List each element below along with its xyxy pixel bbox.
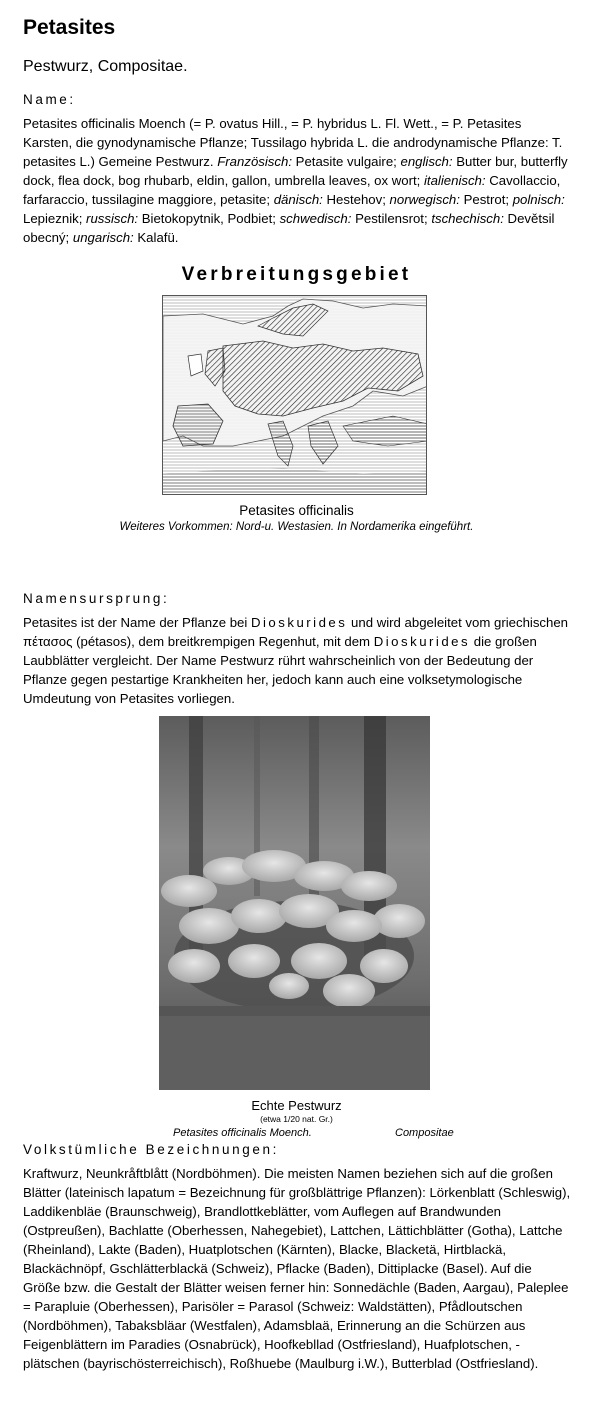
name-text: Hestehov; [322,192,390,207]
map-note: Weiteres Vorkommen: Nord-u. Westasien. In Nordamerika eingeführt. [119,521,474,533]
origin-paragraph [23,613,571,708]
name-text: Petasites officinalis Moench (= P. ovatus Hill., = P. hybridus L. Fl. Wett., = P. Petasites Karsten, die gynodynamische Pflanze; Tussilago hybrida L. die androdynamische Pflanze: T. petasites L.) Gemeine Pestwurz. [23,116,563,169]
language-label: norwegisch: [389,192,460,207]
figure-family: Compositae [395,1127,454,1139]
name-text: Petasite vulgaire; [292,154,401,169]
author-name: Dioskurides [250,615,348,630]
author-name: Dioskurides [373,634,471,649]
name-text: Pestilensrot; [351,211,432,226]
language-label: schwedisch: [279,211,352,226]
map-caption: Petasites officinalis [239,503,354,518]
name-text: Devětsil obecný; [23,211,555,245]
name-text: Pestrot; [459,192,513,207]
name-text: Bietokopytnik, Podbiet; [138,211,280,226]
language-label: ungarisch: [72,230,134,245]
language-label: tschechisch: [431,211,504,226]
language-label: englisch: [400,154,453,169]
figure-scale: (etwa 1/20 nat. Gr.) [260,1114,333,1124]
language-label: dänisch: [273,192,323,207]
origin-text: und wird abgeleitet vom griechischen πέτασος (pétasos), dem breitkrempigen Regenhut, mit dem [23,615,569,649]
name-text: Kalafü. [133,230,179,245]
folk-names-heading: Volkstümliche Bezeichnungen: [23,1142,279,1157]
name-heading: Name: [23,92,76,107]
europe-map-graphic [163,296,427,495]
figure-botanical-name: Petasites officinalis Moench. [173,1127,312,1139]
name-text: Butter bur, butterfly dock, flea dock, bog rhubarb, eldin, gallon, umbrella leaves, ox wort; [23,154,568,188]
name-text: Lepieznik; [23,211,87,226]
language-label: russisch: [86,211,139,226]
distribution-map [162,295,427,495]
butterbur-photo-graphic [159,716,430,1090]
language-label: polnisch: [512,192,565,207]
name-paragraph [23,114,571,247]
distribution-heading: Verbreitungsgebiet [181,264,412,285]
plant-photo [159,716,430,1090]
language-label: italienisch: [423,173,486,188]
folk-names-paragraph: Kraftwurz, Neunkråftblått (Nordböhmen). Die meisten Namen beziehen sich auf die großen Blätter (lateinisch lapatum = Bezeichnung für großblättrige Pflanzen): Lörkenblatt (Schleswig), Laddikenbläe (Braunschweig), Brandlottkeblätter, vom Auflegen auf Brandwunden (Ostpreußen), Bachlatte (Oberhessen, Nahegebiet), Lattchen, Lättichblätter (Gotha), Lattche (Rheinland), Lakte (Baden), Huatplotschen (Kärnten), Blacke, Blacketä, Hirtblackä, Blackächnöpf, Gschlätterblackä (Schweiz), Pflacke (Baden), Dittiplacke (Basel). Auf die Größe bzw. die Gestalt der Blätter weisen ferner hin: Sonnedächle (Baden, Aargau), Paleplee = Parapluie (Oberhessen), Parisöler = Parasol (Schweiz: Waldstätten), Pfådloutschen (Nordböhmen), Tabaksbläar (Westfalen), Adamsblaä, Erinnerung an die Schürzen aus Feigenblättern im Paradies (Osnabrück), Hoofkebllad (Ostfriesland), Huafplotschen, -plätschen (bayrischösterreichisch), Roßhuebe (Maulburg i.W.), Butterblad (Ostfriesland). [23,1166,571,1371]
origin-text: Petasites ist der Name der Pflanze bei [23,615,251,630]
origin-heading: Namensursprung: [23,591,170,606]
figure-title: Echte Pestwurz [251,1098,342,1113]
page-subtitle: Pestwurz, Compositae. [23,58,188,75]
page-title: Petasites [23,16,116,39]
name-text: Cavollaccio, farfaraccio, tussilagine maggiore, petasite; [23,173,561,207]
language-label: Französisch: [217,154,292,169]
origin-text: die großen Laubblätter vergleicht. Der Name Pestwurz rührt wahrscheinlich von der Bedeutung der Pflanze gegen pestartige Krankheiten her, jedoch kann auch eine volksetymologische Umdeutung von Petasites vorliegen. [23,634,537,706]
